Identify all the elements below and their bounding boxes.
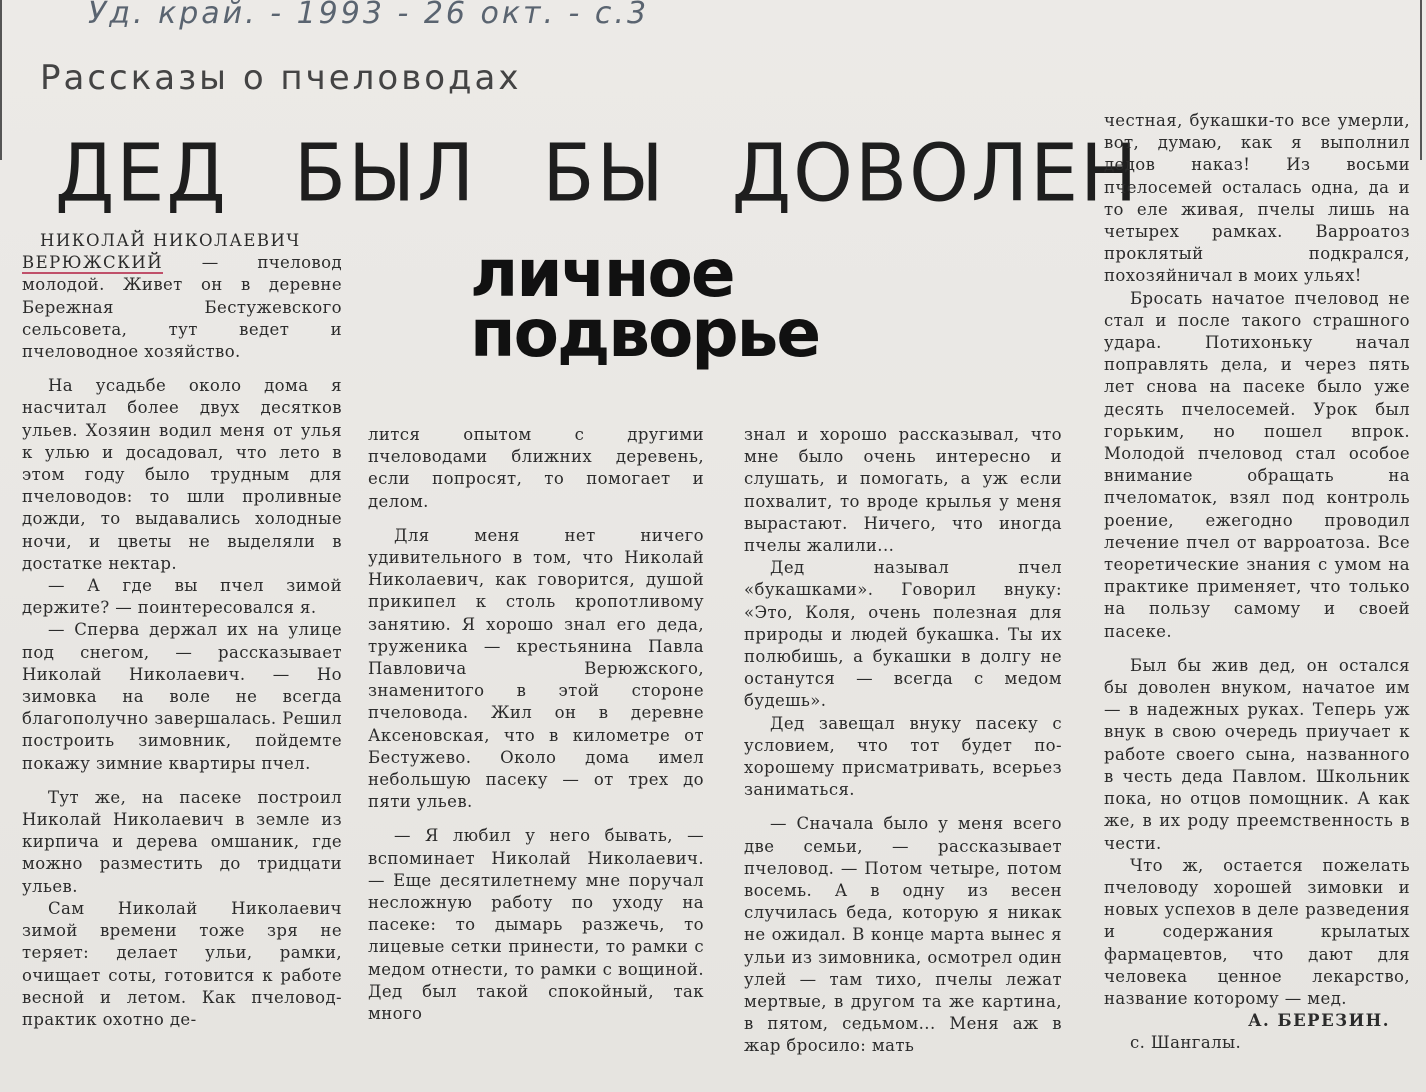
paragraph: Сам Николай Николаевич зимой времени тоже зря не теряет: делает ульи, рамки, очищает соты, готовится к работе весной и летом. Как пчеловод-практик охотно де- [22, 898, 342, 1029]
subject-name-line2: ВЕРЮЖСКИЙ [22, 253, 164, 273]
paragraph: — Сперва держал их на улице под снегом, — рассказывает Николай Николаевич. — Но зимовка на воле не всегда благополучно завершалась. Решил построить зимовник, пойдемте покажу зимние квартиры пчел. [22, 620, 342, 773]
article-column-4 [1104, 110, 1410, 1055]
paragraph: Бросать начатое пчеловод не стал и после такого страшного удара. Потихоньку начал поправлять дела, и через пять лет снова на пасеке было уже десять пчелосемей. Урок был горьким, но пошел впрок. Молодой пчеловод стал особое внимание обращать на пчеломаток, взял под контроль роение, ежегодно проводил лечение пчел от варроатоза. Все теоретические знания с умом на практике применяет, что только на пользу самому и своей пасеке. [1104, 288, 1410, 641]
section-logo-line1: личное [470, 235, 734, 312]
handwritten-note: Уд. край. - 1993 - 26 окт. - с.3 [88, 0, 650, 31]
section-logo [470, 235, 970, 374]
article-column-3 [744, 424, 1062, 1058]
paragraph: — А где вы пчел зимой держите? — поинтересовался я. [22, 576, 342, 618]
lead-text: — пчеловод молодой. Живет он в деревне Бережная Бестужевского сельсовета, тут ведет и пчеловодное хозяйство. [22, 253, 342, 362]
paragraph: Был бы жив дед, он остался бы доволен внуком, начатое им — в надежных руках. Теперь уж внук в свою очередь приучает к работе своего сына, названного в честь деда Павлом. Школьник пока, но отцов помощник. А как же, в их роду преемственность в чести. [1104, 655, 1410, 853]
lead-paragraph [22, 230, 342, 363]
subject-name-line1: НИКОЛАЙ НИКОЛАЕВИЧ [40, 231, 301, 250]
paragraph: — Я любил у него бывать, — вспоминает Николай Николаевич. — Еще десятилетнему мне поручал несложную работу по уходу на пасеке: то дымарь разжечь, то лицевые сетки принести, то рамки с медом отнести, то рамки с вощиной. Дед был такой спокойный, так много [368, 826, 704, 1024]
paragraph: Тут же, на пасеке построил Николай Николаевич в земле из кирпича и дерева омшаник, где можно разместить до тридцати ульев. [22, 787, 342, 896]
paragraph: — Сначала было у меня всего две семьи, — рассказывает пчеловод. — Потом четыре, потом восемь. А в одну из весен случилась беда, которую я никак не ожидал. В конце марта вынес я ульи из зимовника, осмотрел один улей — там тихо, пчелы лежат мертвые, в другом та же картина, в пятом, седьмом... Меня аж в жар бросило: мать [744, 814, 1062, 1056]
author-place: с. Шангалы. [1130, 1033, 1242, 1053]
paragraph: Дед завещал внуку пасеку с условием, что тот будет по-хорошему присматривать, всерьез заниматься. [744, 713, 1062, 800]
rubric-heading: Рассказы о пчеловодах [40, 58, 522, 98]
paragraph: честная, букашки-то все умерли, вот, думаю, как я выполнил дедов наказ! Из восьми пчелосемей осталась одна, да и то еле живая, пчелы лишь на четырех рамках. Варроатоз проклятый подкрался, похозяйничал в моих ульях! [1104, 111, 1410, 286]
paragraph: Дед называл пчел «букашками». Говорил внуку: «Это, Коля, очень полезная для природы и людей букашка. Ты их полюбишь, а букашки в долгу не останутся — всегда с медом будешь». [744, 558, 1062, 711]
left-edge-rule [0, 0, 2, 160]
article-column-1 [22, 230, 342, 1031]
paragraph: знал и хорошо рассказывал, что мне было очень интересно и слушать, и помогать, а уж если похвалит, то вроде крылья у меня вырастают. Ничего, что иногда пчелы жалили... [744, 425, 1062, 556]
paragraph: На усадьбе около дома я насчитал более двух десятков ульев. Хозяин водил меня от улья к улью и досадовал, что лето в этом году было трудным для пчеловодов: то шли проливные дожди, то выдавались холодные ночи, и цветы не выделяли в достатке нектар. [22, 376, 342, 573]
paragraph: Что ж, остается пожелать пчеловоду хорошей зимовки и новых успехов в деле разведения и содержания крылатых фармацевтов, что дают для человека ценное лекарство, название которому — мед. [1104, 855, 1410, 1008]
right-edge-rule [1420, 0, 1422, 160]
author-signature: А. БЕРЕЗИН. [1248, 1011, 1390, 1031]
article-headline: ДЕД БЫЛ БЫ ДОВОЛЕН [55, 125, 1140, 220]
article-column-2 [368, 424, 704, 1025]
section-logo-line2: подворье [470, 295, 820, 372]
paragraph: лится опытом с другими пчеловодами ближних деревень, если попросят, то помогает и делом. [368, 425, 704, 511]
paragraph: Для меня нет ничего удивительного в том, что Николай Николаевич, как говорится, душой прикипел к столь кропотливому занятию. Я хорошо знал его деда, труженика — крестьянина Павла Павловича Верюжского, знаменитого в этой стороне пчеловода. Жил он в деревне Аксеновская, что в километре от Бестужево. Около дома имел небольшую пасеку — от трех до пяти ульев. [368, 525, 704, 812]
